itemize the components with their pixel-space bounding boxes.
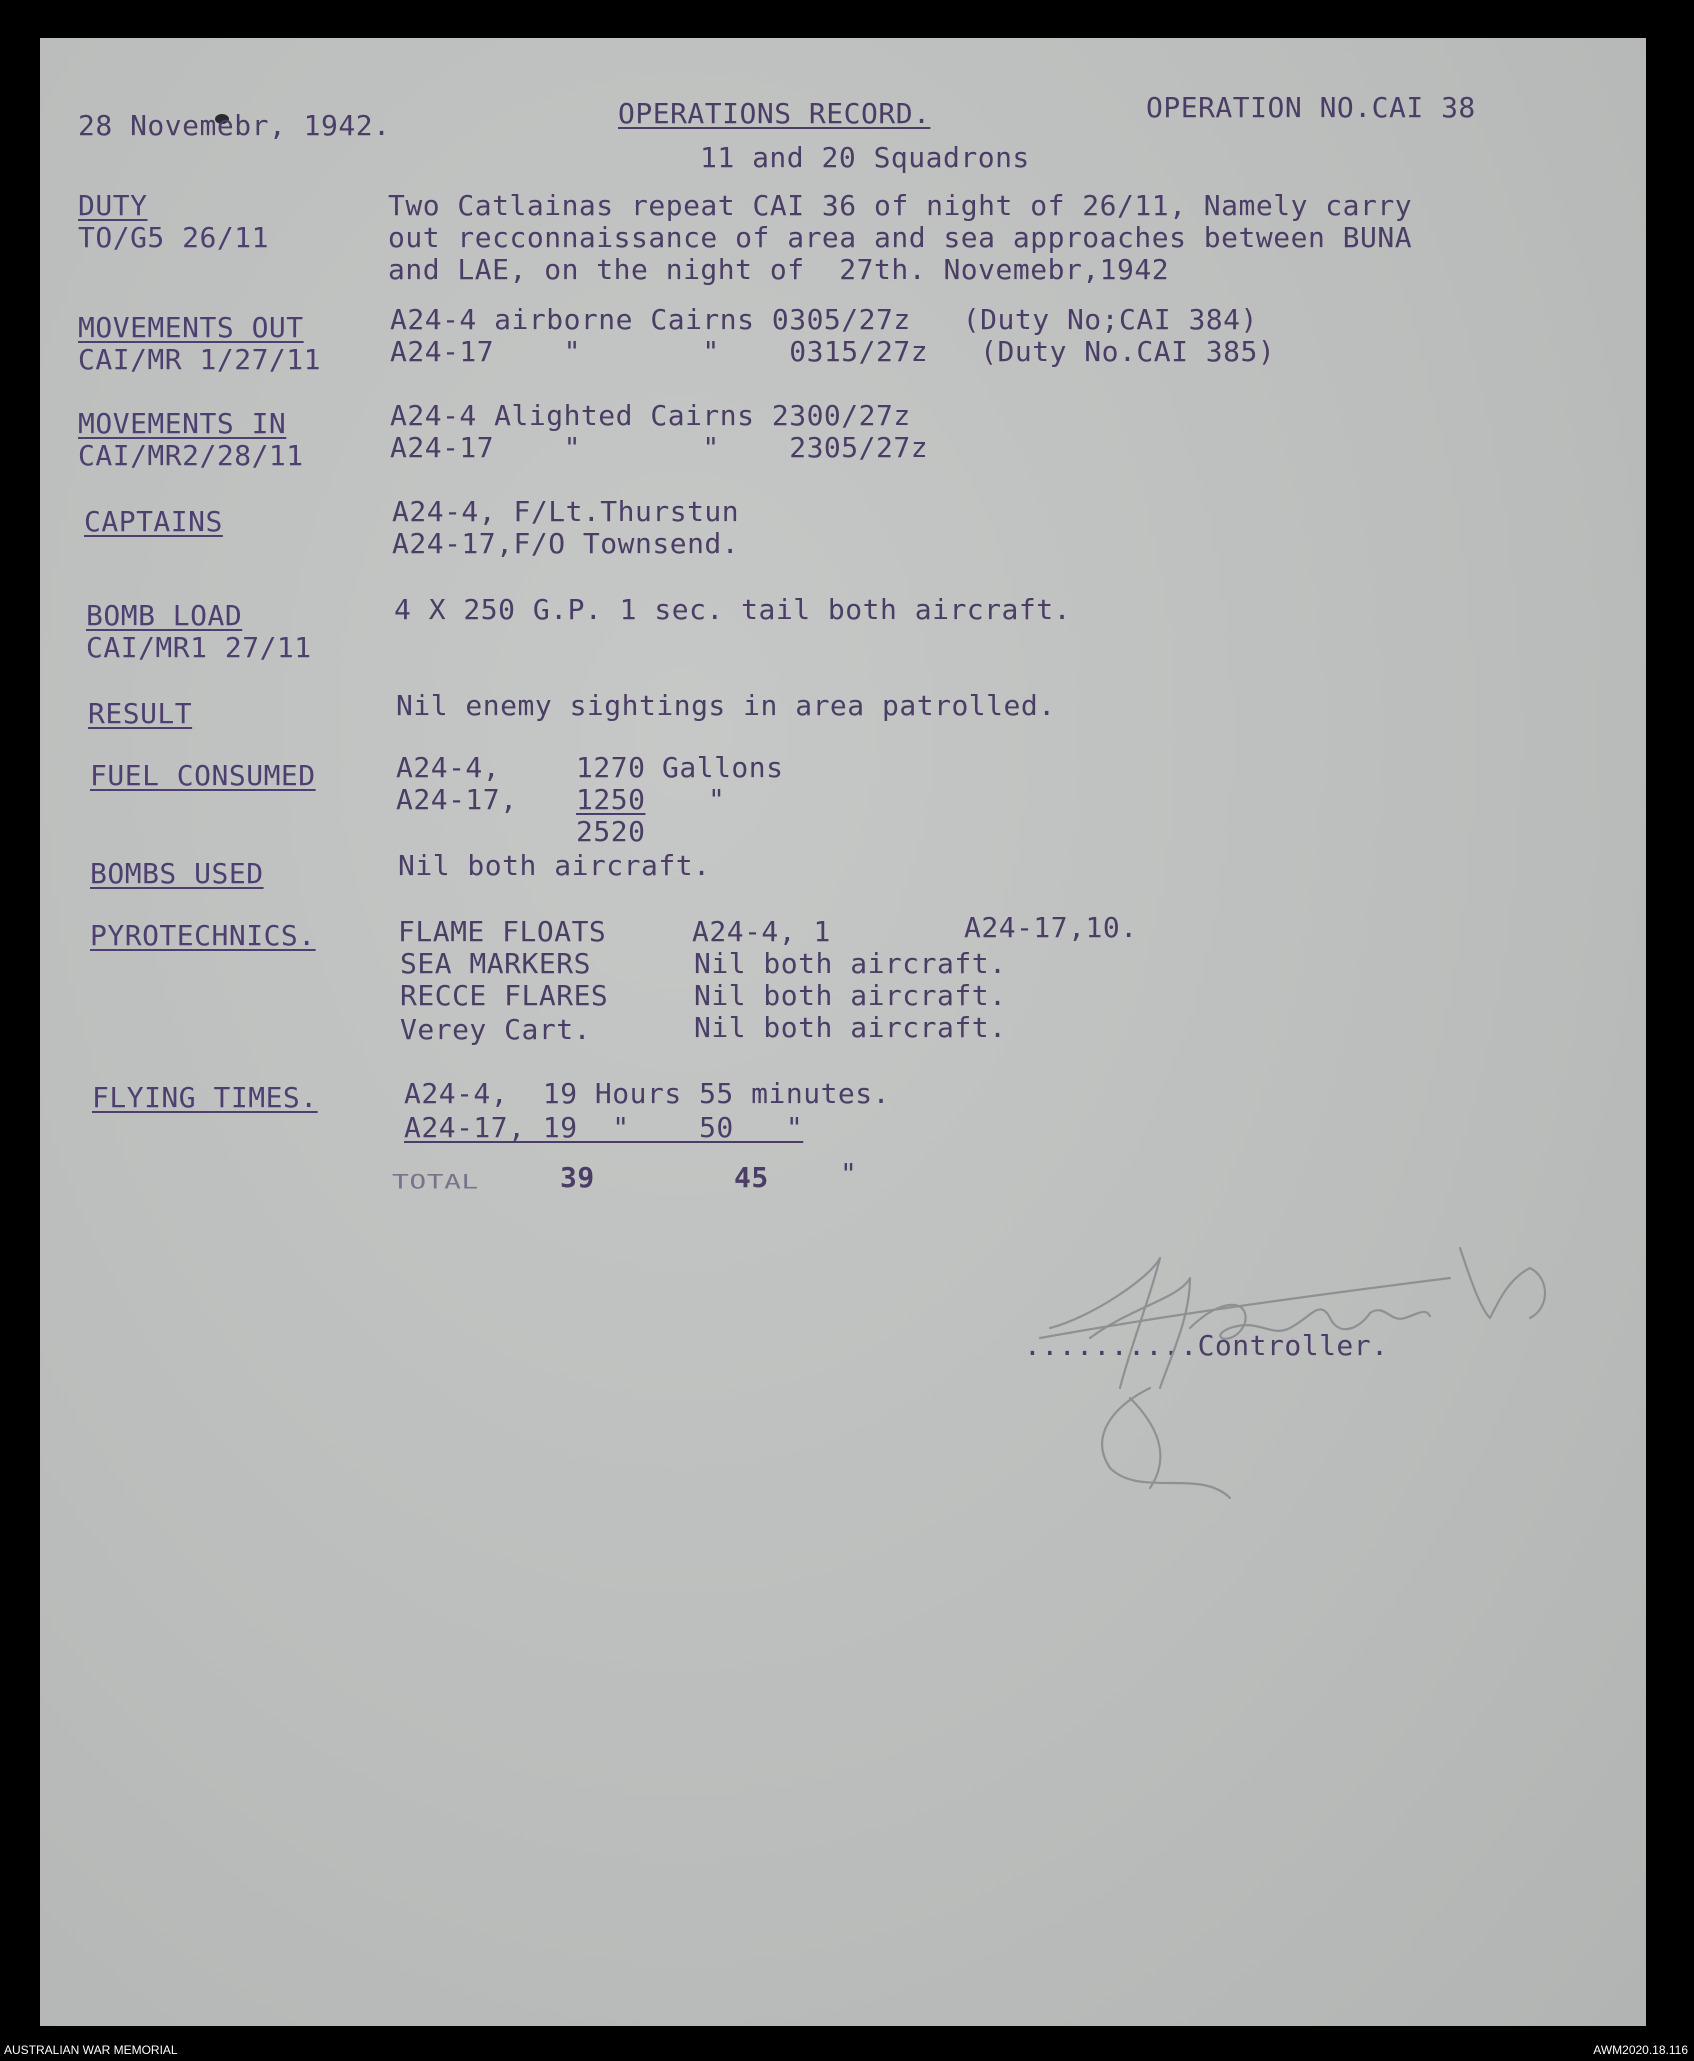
duty-line-3: and LAE, on the night of 27th. Novemebr,1942 [388,253,1170,286]
captains-label: CAPTAINS [84,505,223,538]
flying-times-label: FLYING TIMES. [92,1081,318,1114]
flying-times-total-unit: " [840,1157,858,1190]
pyro-row-3-item: RECCE FLARES [400,979,609,1012]
duty-line-1: Two Catlainas repeat CAI 36 of night of 26/11, Namely carry [388,189,1413,222]
pyrotechnics-label: PYROTECHNICS. [90,919,316,952]
handwritten-signature [1030,1238,1590,1518]
flying-times-line-1: A24-4, 19 Hours 55 minutes. [404,1077,891,1110]
result-text: Nil enemy sightings in area patrolled. [396,689,1056,722]
movements-in-label: MOVEMENTS IN [78,407,287,440]
pyro-row-2-item: SEA MARKERS [400,947,591,980]
duty-label: DUTY [78,189,148,222]
fuel-row-1-amount: 1270 [576,751,646,784]
pyro-row-1-b: A24-17,10. [964,911,1138,944]
pyro-row-4-a: Nil both aircraft. [694,1011,1007,1044]
bombs-used-label: BOMBS USED [90,857,264,890]
document-page [40,38,1646,2026]
fuel-total: 2520 [576,815,646,848]
result-label: RESULT [88,697,193,730]
footer-accession-number: AWM2020.18.116 [1593,2043,1688,2057]
flying-times-total-hours: 39 [560,1161,595,1194]
movements-in-ref: CAI/MR2/28/11 [78,439,304,472]
bomb-load-ref: CAI/MR1 27/11 [86,631,312,664]
bombs-used-text: Nil both aircraft. [398,849,711,882]
bomb-load-label: BOMB LOAD [86,599,243,632]
duty-ref: TO/G5 26/11 [78,221,269,254]
duty-line-2: out recconnaissance of area and sea approaches between BUNA [388,221,1413,254]
pyro-row-3-a: Nil both aircraft. [694,979,1007,1012]
fuel-row-1-unit: Gallons [662,751,784,784]
fuel-row-2-aircraft: A24-17, [396,783,518,816]
movements-out-ref: CAI/MR 1/27/11 [78,343,322,376]
flying-times-total-label: TOTAL [392,1170,479,1194]
pyro-row-2-a: Nil both aircraft. [694,947,1007,980]
movements-out-label: MOVEMENTS OUT [78,311,304,344]
controller-line: ..........Controller. [1024,1329,1389,1362]
fuel-row-1-aircraft: A24-4, [396,751,501,784]
movements-out-line-2: A24-17 " " 0315/27z (Duty No.CAI 385) [390,335,1276,368]
movements-in-line-1: A24-4 Alighted Cairns 2300/27z [390,399,911,432]
operation-number: OPERATION NO.CAI 38 [1146,91,1476,124]
fuel-consumed-label: FUEL CONSUMED [90,759,316,792]
document-title: OPERATIONS RECORD. [618,97,931,130]
captains-line-1: A24-4, F/Lt.Thurstun [392,495,740,528]
pyro-row-1-item: FLAME FLOATS [398,915,607,948]
bomb-load-text: 4 X 250 G.P. 1 sec. tail both aircraft. [394,593,1071,626]
fuel-row-2-unit: " [708,783,726,816]
flying-times-line-2: A24-17, 19 " 50 " [404,1111,804,1144]
squadrons-line: 11 and 20 Squadrons [700,141,1030,174]
captains-line-2: A24-17,F/O Townsend. [392,527,740,560]
footer-institution: AUSTRALIAN WAR MEMORIAL [4,2043,178,2057]
movements-in-line-2: A24-17 " " 2305/27z [390,431,929,464]
document-date: 28 Novemebr, 1942. [78,109,391,142]
pyro-row-1-a: A24-4, 1 [692,915,831,948]
flying-times-total-minutes: 45 [734,1161,769,1194]
movements-out-line-1: A24-4 airborne Cairns 0305/27z (Duty No;CAI 384) [390,303,1258,336]
pyro-row-4-item: Verey Cart. [400,1013,591,1046]
fuel-row-2-amount: 1250 [576,783,646,816]
